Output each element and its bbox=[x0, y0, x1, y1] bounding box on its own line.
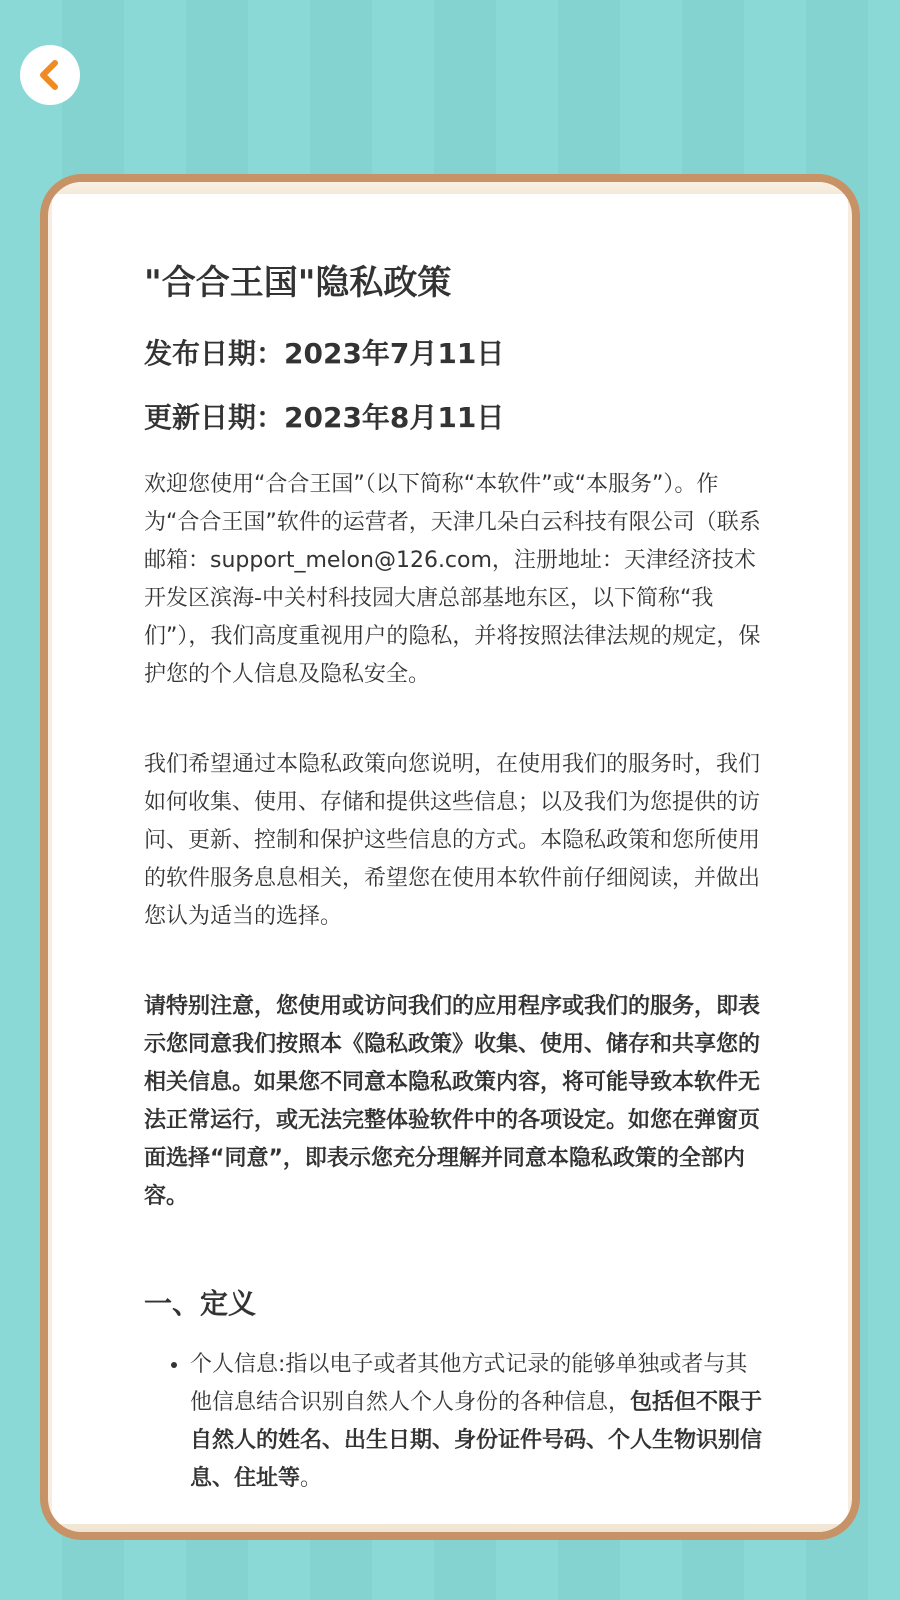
definition-end: 。 bbox=[300, 1466, 323, 1491]
policy-content bbox=[144, 260, 764, 1498]
policy-card bbox=[40, 174, 860, 1540]
chevron-left-icon bbox=[33, 58, 67, 92]
purpose-paragraph: 我们希望通过本隐私政策向您说明，在使用我们的服务时，我们如何收集、使用、存储和提供这些信息；以及我们为您提供的访问、更新、控制和保护这些信息的方式。本隐私政策和您所使用的软件服务息息相关，希望您在使用本软件前仔细阅读，并做出您认为适当的选择。 bbox=[144, 752, 761, 929]
section-title-definitions: 一、定义 bbox=[144, 1287, 257, 1320]
definition-bold-text: 包括但不限于自然人的姓名、出生日期、身份证件号码、个人生物识别信息、住址等 bbox=[190, 1390, 763, 1491]
notice-paragraph: 请特别注意，您使用或访问我们的应用程序或我们的服务，即表示您同意我们按照本《隐私政策》收集、使用、储存和共享您的相关信息。如果您不同意本隐私政策内容，将可能导致本软件无法正常运行，或无法完整体验软件中的各项设定。如您在弹窗页面选择“同意”，即表示您充分理解并同意本隐私政策的全部内容。 bbox=[144, 994, 761, 1209]
list-item bbox=[190, 1346, 764, 1498]
policy-title: "合合王国"隐私政策 bbox=[144, 263, 452, 303]
definitions-list bbox=[144, 1346, 764, 1498]
policy-scroll-area[interactable] bbox=[52, 194, 848, 1524]
intro-paragraph: 欢迎您使用“合合王国”（以下简称“本软件”或“本服务”）。作为“合合王国”软件的运营者，天津几朵白云科技有限公司（联系邮箱：support_melon@126.com，注册地址：天津经济技术开发区滨海-中关村科技园大唐总部基地东区，以下简称“我们”），我们高度重视用户的隐私，并将按照法律法规的规定，保护您的个人信息及隐私安全。 bbox=[144, 472, 761, 687]
back-button[interactable] bbox=[20, 45, 80, 105]
update-date: 更新日期：2023年8月11日 bbox=[144, 401, 505, 434]
publish-date: 发布日期：2023年7月11日 bbox=[144, 337, 505, 370]
definition-text: 个人信息:指以电子或者其他方式记录的能够单独或者与其他信息结合识别自然人个人身份的各种信息， bbox=[190, 1352, 748, 1415]
